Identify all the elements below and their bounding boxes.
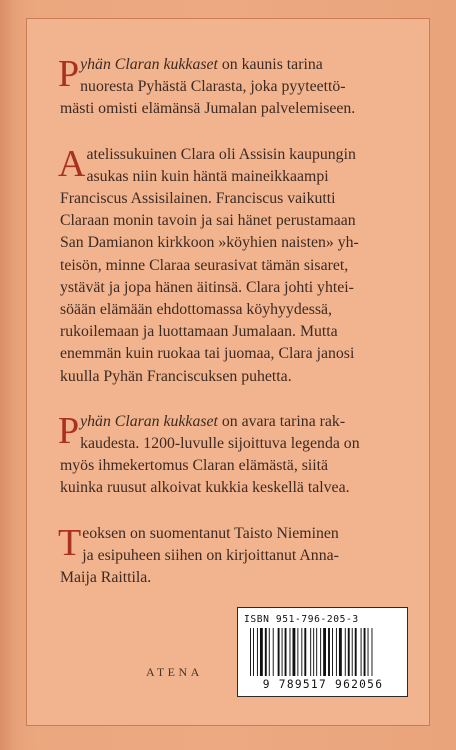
barcode-bar: [310, 628, 311, 676]
body-text: kuinka ruusut alkoivat kukkia keskellä talvea.: [60, 479, 350, 497]
paragraph-line: [60, 411, 396, 433]
body-text: söään elämään ehdottomassa köyhyydessä,: [60, 301, 332, 319]
italic-title-text: yhän Claran kukkaset: [80, 412, 218, 430]
barcode-bar: [290, 628, 291, 676]
barcode-bar: [301, 628, 302, 676]
drop-cap-letter: T: [58, 521, 82, 564]
paragraph-line: [60, 366, 396, 388]
barcode-bar: [368, 628, 369, 676]
barcode-bar: [332, 628, 333, 676]
barcode-bar: [339, 628, 342, 676]
barcode-bar: [297, 628, 298, 676]
body-text: Claraan monin tavoin ja sai hänet perustamaan: [60, 212, 356, 230]
barcode-bar: [304, 628, 306, 676]
body-text: ja esipuheen siihen on kirjoittanut Anna-: [82, 546, 339, 564]
paragraph-line: [60, 54, 396, 76]
body-text: kuulla Pyhän Franciscuksen puhetta.: [60, 367, 292, 385]
drop-cap-letter: P: [58, 409, 80, 452]
barcode-bar: [285, 628, 287, 676]
isbn-label: ISBN 951-796-205-3: [244, 614, 359, 625]
barcode-bar: [320, 628, 321, 676]
paragraph-line: [60, 299, 396, 321]
body-text: kaudesta. 1200-luvulle sijoittuva legenda on: [80, 435, 360, 453]
barcode-bar: [323, 628, 326, 676]
paragraph-line: [60, 166, 396, 188]
body-text: nuoresta Pyhästä Clarasta, joka pyyteettö-: [80, 78, 346, 96]
barcode-bar: [253, 628, 254, 676]
barcode-bar: [372, 628, 373, 676]
paragraph: [60, 523, 396, 590]
isbn-barcode-box: [237, 607, 408, 697]
body-text: Maija Raittila.: [60, 569, 152, 587]
barcode-bar: [293, 628, 296, 676]
body-text: atelissukuinen Clara oli Assisin kaupungin: [86, 145, 356, 163]
paragraph-line: [60, 321, 396, 343]
paragraph-line: [60, 210, 396, 232]
body-text: asukas niin kuin häntä maineikkaampi: [86, 167, 329, 185]
barcode-bar: [364, 628, 366, 676]
drop-cap-letter: P: [58, 53, 80, 95]
blurb-text: [60, 54, 396, 612]
paragraph-line: [60, 277, 396, 299]
paragraph-line: [60, 545, 396, 567]
barcode-bar: [278, 628, 280, 676]
paragraph-line: [60, 144, 396, 166]
barcode-bar: [328, 628, 330, 676]
barcode-bar: [316, 628, 317, 676]
barcode-bar: [265, 628, 267, 676]
body-text: teisön, minne Claraa seurasivat tämän sisaret,: [60, 256, 349, 274]
paragraph-line: [60, 343, 396, 365]
paragraph: [60, 411, 396, 500]
paragraph-line: [60, 232, 396, 254]
barcode-bar: [348, 628, 350, 676]
barcode-bar: [250, 628, 251, 676]
barcode-bar: [355, 628, 357, 676]
body-text: myös ihmekertomus Claran elämästä, siitä: [60, 457, 329, 475]
drop-cap-letter: A: [58, 142, 86, 185]
barcode-bar: [260, 628, 263, 676]
barcode-bar: [282, 628, 283, 676]
paragraph-line: [60, 567, 396, 589]
body-text: San Damianon kirkkoon »köyhien naisten» yh-: [60, 234, 359, 252]
body-text: rukoilemaan ja luottamaan Jumalaan. Mutta: [60, 323, 338, 341]
body-text: enemmän kuin ruokaa tai juomaa, Clara janosi: [60, 345, 355, 363]
italic-title-text: yhän Claran kukkaset: [80, 56, 218, 73]
barcode-bar: [336, 628, 337, 676]
paragraph-line: [60, 477, 396, 499]
paragraph-line: [60, 255, 396, 277]
barcode-bar: [257, 628, 258, 676]
body-text: mästi omisti elämänsä Jumalan palvelemiseen.: [60, 100, 356, 118]
barcode-bar: [313, 628, 314, 676]
barcode-bar: [361, 628, 362, 676]
paragraph-line: [60, 76, 396, 98]
paragraph-line: [60, 98, 396, 120]
paragraph: [60, 54, 396, 121]
barcode-bar: [345, 628, 346, 676]
barcode-graphic: [250, 628, 398, 676]
body-text: on avara tarina rak-: [217, 412, 346, 430]
spine-shadow: [0, 0, 14, 750]
body-text: Franciscus Assisilainen. Franciscus vaikutti: [60, 190, 336, 208]
paragraph-line: [60, 188, 396, 210]
barcode-number: 9 789517 962056: [262, 678, 384, 691]
body-text: on kaunis tarina: [217, 56, 323, 73]
paragraph-line: [60, 455, 396, 477]
barcode-bar: [352, 628, 353, 676]
body-text: eoksen on suomentanut Taisto Nieminen: [82, 524, 339, 542]
barcode-bar: [269, 628, 270, 676]
barcode-bar: [273, 628, 274, 676]
paragraph-line: [60, 523, 396, 545]
paragraph-line: [60, 433, 396, 455]
paragraph: [60, 144, 396, 388]
body-text: ystävät ja jopa hänen äitinsä. Clara johti yhtei-: [60, 278, 354, 296]
publisher-name: ATENA: [146, 665, 203, 679]
